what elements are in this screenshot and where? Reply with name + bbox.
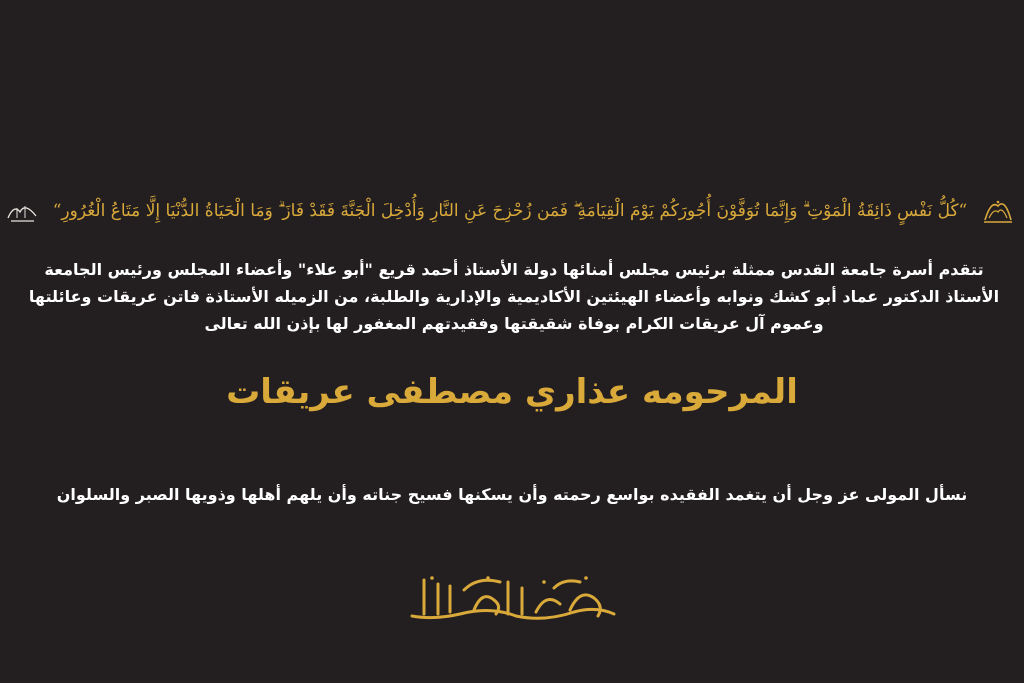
- deceased-name: المرحومه عذاري مصطفى عريقات: [226, 372, 798, 412]
- sadaqa-allah-seal-icon: [5, 196, 39, 226]
- quran-verse-text: “كُلُّ نَفْسٍ ذَائِقَةُ الْمَوْتِ ۗ وَإِنَّمَا تُوَفَّوْنَ أُجُورَكُمْ يَوْمَ الْقِيَامَةِ ۖ فَمَن زُحْزِحَ عَنِ النَّارِ وَأُدْخِلَ الْجَنَّةَ فَقَدْ فَازَ ۗ وَمَا الْحَيَاةُ الدُّنْيَا إِلَّا مَتَاعُ الْغُرُورِ“: [52, 201, 968, 221]
- calligraphy-text: [404, 570, 620, 624]
- prayer-text: نسأل المولى عز وجل أن يتغمد الفقيده بواسع رحمته وأن يسكنها فسيح جناته وأن يلهم أهلها وذويها الصبر والسلوان: [56, 485, 968, 504]
- inna-lillah-calligraphy: [404, 570, 620, 624]
- condolence-paragraph: تتقدم أسرة جامعة القدس ممثلة برئيس مجلس أمنائها دولة الأستاذ أحمد قريع "أبو علاء" وأعضاء المجلس ورئيس الجامعة الأستاذ الدكتور عماد أبو كشك ونوابه وأعضاء الهيئتين الأكاديمية والإدارية والطلبة، من الزميله الأستاذة فاتن عريقات وعائلتها وعموم آل عريقات الكرام بوفاة شقيقتها وفقيدتهم المغفور لها بإذن الله تعالى: [28, 260, 1000, 333]
- quran-verse-row: [52, 190, 968, 232]
- basmala-seal-icon: [981, 196, 1015, 226]
